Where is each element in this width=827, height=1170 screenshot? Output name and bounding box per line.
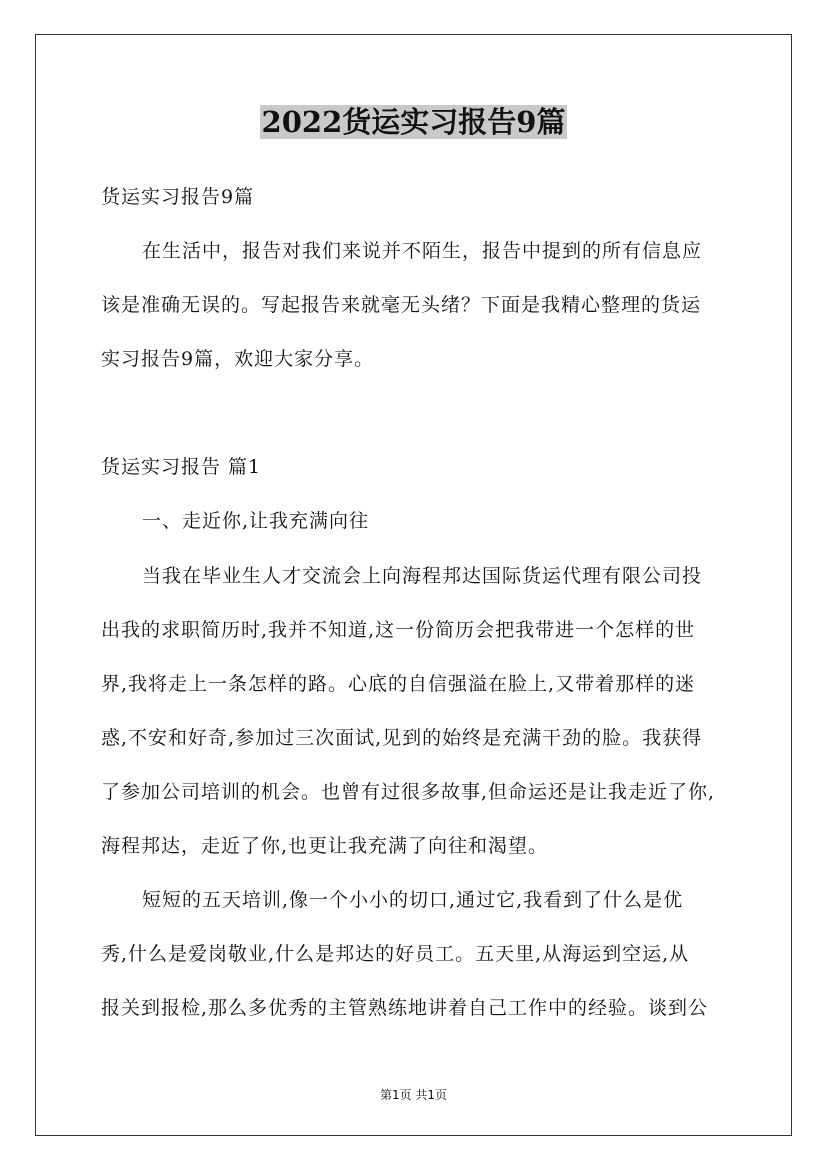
paragraph-line: 当我在毕业生人才交流会上向海程邦达国际货运代理有限公司投 — [142, 565, 703, 587]
document-title-wrapper — [0, 100, 827, 141]
intro-line: 实习报告9篇，欢迎大家分享。 — [101, 348, 375, 370]
paragraph-line: 了参加公司培训的机会。也曾有过很多故事,但命运还是让我走近了你, — [101, 781, 716, 803]
intro-line: 该是准确无误的。写起报告来就毫无头绪？下面是我精心整理的货运 — [101, 294, 702, 316]
intro-line: 在生活中，报告对我们来说并不陌生，报告中提到的所有信息应 — [142, 240, 703, 262]
paragraph-line: 界,我将走上一条怎样的路。心底的自信强溢在脸上,又带着那样的迷 — [101, 673, 696, 695]
paragraph-line: 短短的五天培训,像一个小小的切口,通过它,我看到了什么是优 — [142, 889, 684, 911]
paragraph-line: 惑,不安和好奇,参加过三次面试,见到的始终是充满干劲的脸。我获得 — [101, 727, 703, 749]
document-subtitle: 货运实习报告9篇 — [101, 186, 255, 208]
paragraph-line: 报关到报检,那么多优秀的主管熟练地讲着自己工作中的经验。谈到公 — [101, 997, 709, 1019]
paragraph-line: 秀,什么是爱岗敬业,什么是邦达的好员工。五天里,从海运到空运,从 — [101, 943, 690, 965]
paragraph-line: 海程邦达，走近了你,也更让我充满了向往和渴望。 — [101, 835, 549, 857]
paragraph-line: 出我的求职简历时,我并不知道,这一份简历会把我带进一个怎样的世 — [101, 619, 696, 641]
document-title: 2022货运实习报告9篇 — [261, 105, 566, 139]
section-heading: 货运实习报告 篇1 — [101, 456, 262, 478]
sub-heading: 一、走近你,让我充满向往 — [142, 510, 370, 532]
page-footer: 第1页 共1页 — [379, 1088, 448, 1102]
